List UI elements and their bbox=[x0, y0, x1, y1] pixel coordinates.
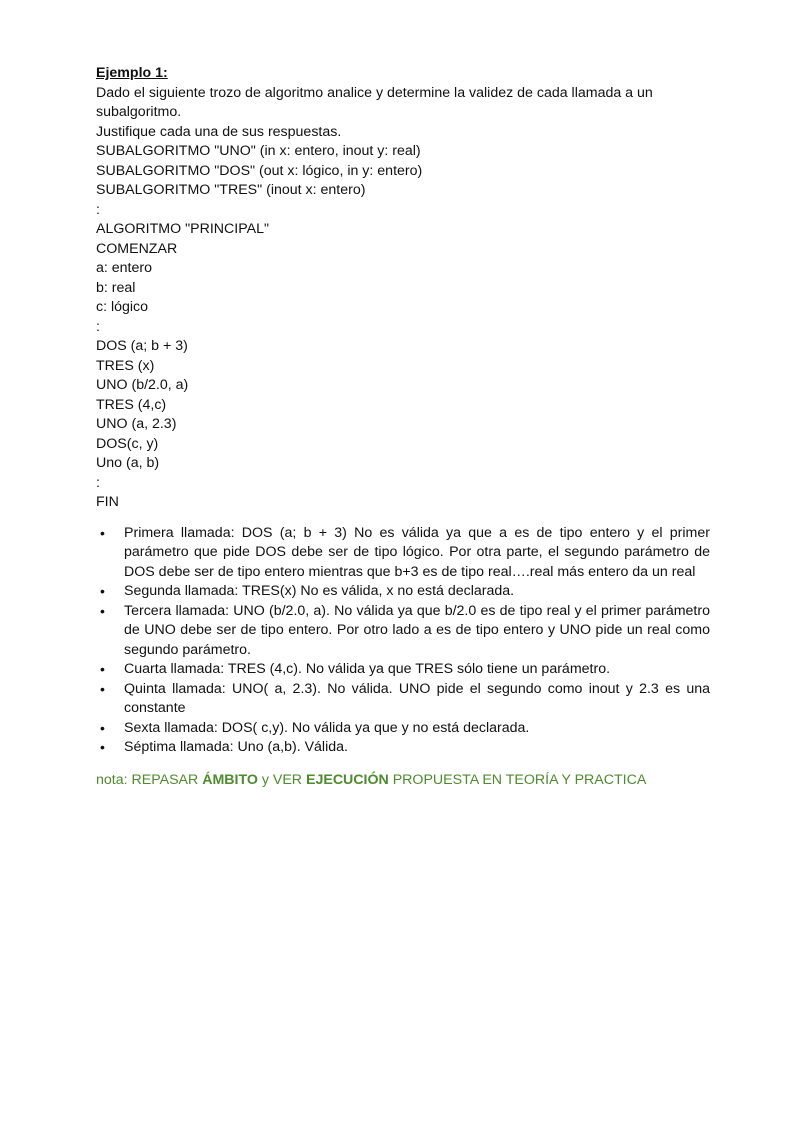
code-line: Uno (a, b) bbox=[96, 455, 160, 471]
code-line: b: real bbox=[96, 279, 136, 296]
note-keyword-ejecucion: EJECUCIÓN bbox=[306, 771, 389, 788]
bullet-icon: • bbox=[100, 583, 105, 599]
code-line: TRES (x) bbox=[96, 357, 155, 374]
bullet-icon: • bbox=[100, 661, 105, 677]
study-note bbox=[96, 771, 710, 791]
bullet-icon: • bbox=[100, 602, 105, 619]
code-line: UNO (b/2.0, a) bbox=[96, 377, 189, 393]
answer-text: Primera llamada: DOS (a; b + 3) No es válida ya que a es de tipo entero y el primer parámetro que pide DOS debe ser de tipo lógico. Por otra parte, el segundo parámetro de DOS debe ser de tipo entero mientras que b+3 es de tipo real….real más entero da un real bbox=[124, 524, 710, 580]
note-text: PROPUESTA EN TEORÍA Y PRACTICA bbox=[388, 771, 647, 788]
code-line: SUBALGORITMO "TRES" (inout x: entero) bbox=[96, 182, 366, 198]
code-line: DOS (a; b + 3) bbox=[96, 338, 188, 354]
code-line: TRES (4,c) bbox=[96, 396, 167, 413]
list-item bbox=[96, 738, 710, 758]
code-line: a: entero bbox=[96, 260, 153, 276]
code-line: c: lógico bbox=[96, 299, 149, 315]
answer-text: Tercera llamada: UNO (b/2.0, a). No válida ya que b/2.0 es de tipo real y el primer parámetro de UNO debe ser de tipo entero. Por otro lado a es de tipo entero y UNO pide un real como segundo parámetro. bbox=[124, 602, 710, 658]
list-item bbox=[96, 582, 710, 602]
code-line: : bbox=[96, 201, 100, 218]
bullet-icon: • bbox=[100, 739, 105, 755]
list-item bbox=[96, 524, 710, 583]
bullet-icon: • bbox=[100, 719, 105, 736]
code-line: ALGORITMO "PRINCIPAL" bbox=[96, 221, 269, 237]
answer-text: Segunda llamada: TRES(x) No es válida, x no está declarada. bbox=[124, 583, 515, 599]
bullet-icon: • bbox=[100, 680, 105, 697]
list-item bbox=[96, 680, 710, 719]
code-line: UNO (a, 2.3) bbox=[96, 416, 177, 432]
document-body bbox=[96, 64, 710, 790]
code-line: SUBALGORITMO "DOS" (out x: lógico, in y: entero) bbox=[96, 162, 423, 179]
intro-line: Justifique cada una de sus respuestas. bbox=[96, 123, 342, 140]
list-item bbox=[96, 660, 710, 680]
code-line: DOS(c, y) bbox=[96, 435, 159, 452]
code-line: COMENZAR bbox=[96, 240, 178, 257]
code-line: : bbox=[96, 474, 100, 491]
list-item bbox=[96, 602, 710, 661]
code-line: SUBALGORITMO "UNO" (in x: entero, inout y: real) bbox=[96, 143, 421, 159]
answer-text: Sexta llamada: DOS( c,y). No válida ya que y no está declarada. bbox=[124, 719, 530, 736]
algorithm-code bbox=[96, 142, 710, 513]
note-text: y VER bbox=[257, 771, 306, 788]
intro-line: Dado el siguiente trozo de algoritmo analice y determine la validez de cada llamada a un subalgoritmo. bbox=[96, 84, 657, 120]
answer-text: Quinta llamada: UNO( a, 2.3). No válida. UNO pide el segundo como inout y 2.3 es una constante bbox=[124, 680, 710, 716]
note-text: nota: REPASAR bbox=[96, 771, 203, 788]
code-line: FIN bbox=[96, 494, 119, 510]
answers-list bbox=[96, 524, 710, 758]
note-keyword-ambito: ÁMBITO bbox=[202, 771, 258, 788]
exercise-heading: Ejemplo 1: bbox=[96, 65, 168, 81]
list-item bbox=[96, 719, 710, 739]
answer-text: Cuarta llamada: TRES (4,c). No válida ya que TRES sólo tiene un parámetro. bbox=[124, 661, 611, 677]
answer-text: Séptima llamada: Uno (a,b). Válida. bbox=[124, 739, 348, 755]
code-line: : bbox=[96, 318, 100, 335]
bullet-icon: • bbox=[100, 524, 105, 541]
